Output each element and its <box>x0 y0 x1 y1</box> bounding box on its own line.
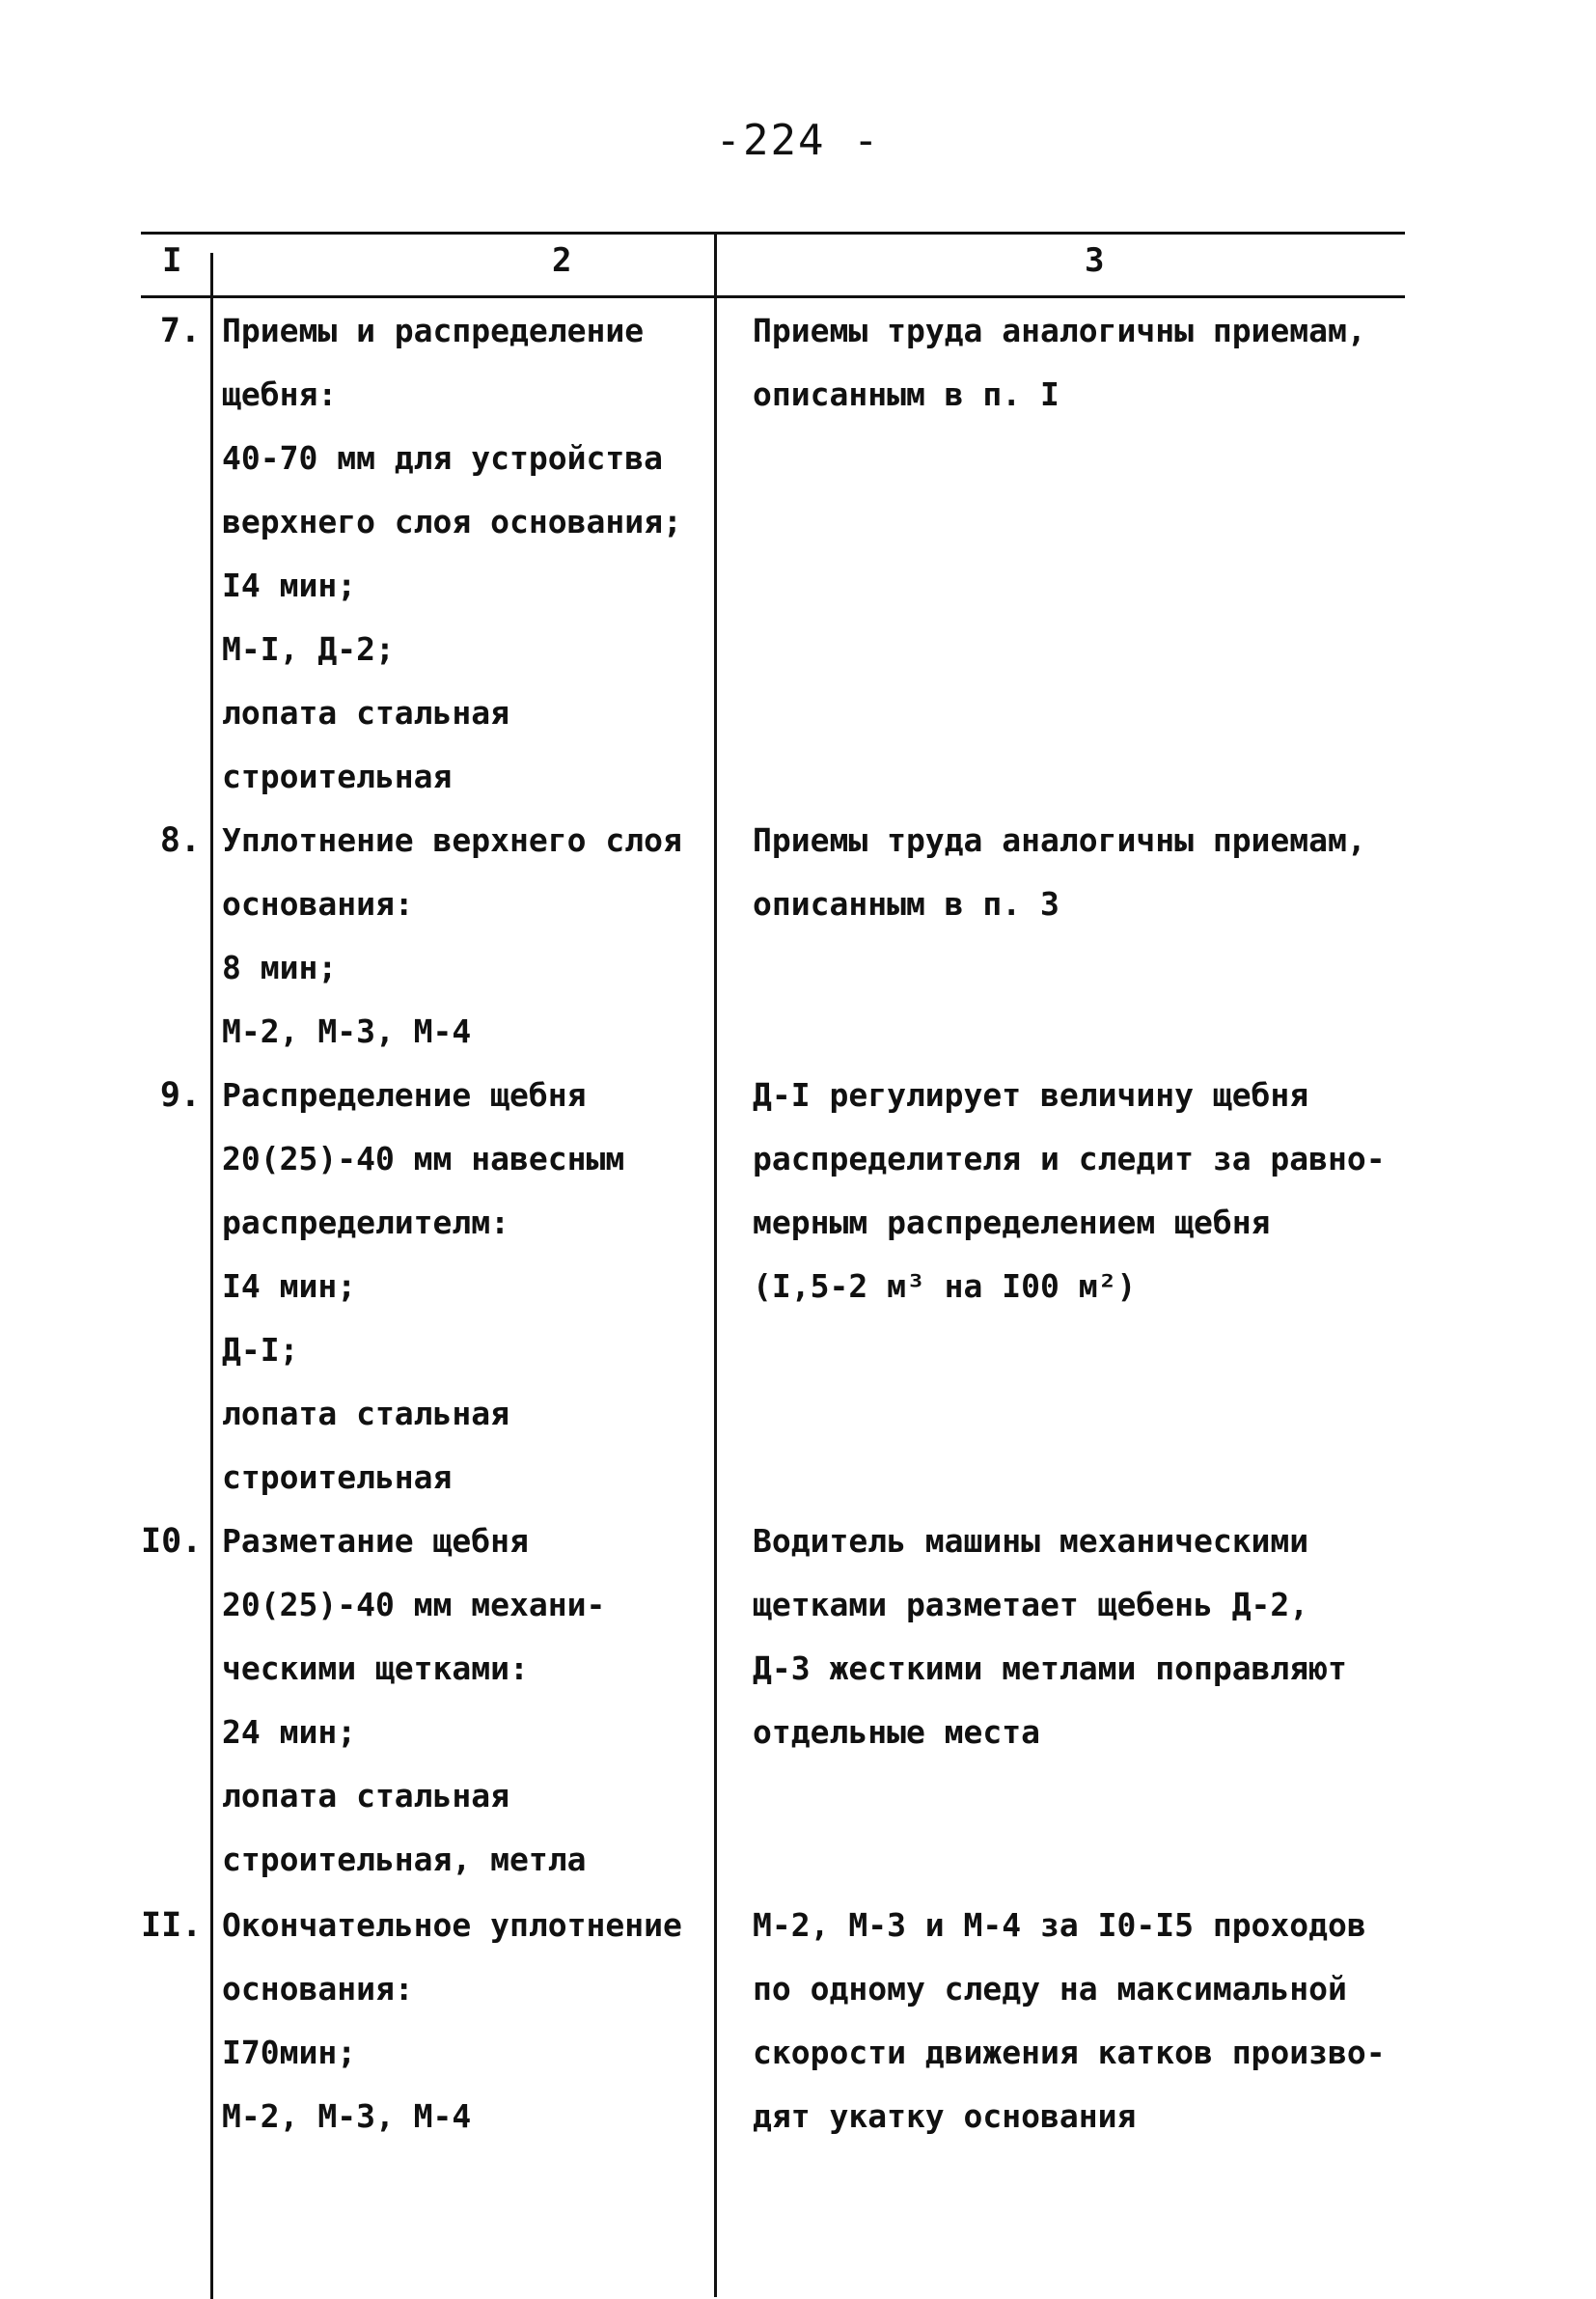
table-top-rule <box>141 232 1405 235</box>
header-col2: 2 <box>552 241 572 280</box>
row-number: II. <box>141 1906 203 1945</box>
line: дят укатку основания <box>753 2097 1137 2135</box>
line: верхнего слоя основания; <box>222 503 682 540</box>
operation-cell <box>222 299 682 809</box>
header-col1: I <box>162 241 182 280</box>
row-number: 9. <box>159 1076 201 1115</box>
row-number: 8. <box>159 821 201 860</box>
description-cell <box>753 1064 1386 1318</box>
operation-cell <box>222 1064 624 1510</box>
row-number: 7. <box>159 312 201 350</box>
line: Д-I; <box>222 1331 299 1369</box>
line: Приемы и распределение <box>222 312 645 349</box>
line: 20(25)-40 мм навесным <box>222 1140 625 1177</box>
line: Разметание щебня <box>222 1522 529 1560</box>
line: основания: <box>222 1970 414 2008</box>
line: распределителя и следит за равно- <box>753 1140 1386 1177</box>
operation-cell <box>222 809 682 1064</box>
line: 40-70 мм для устройства <box>222 439 663 477</box>
line: лопата стальная <box>222 1395 510 1432</box>
line: Водитель машины механическими <box>753 1522 1309 1560</box>
description-cell <box>753 1510 1347 1764</box>
line: ческими щетками: <box>222 1649 529 1687</box>
line: по одному следу на максимальной <box>753 1970 1347 2008</box>
line: Приемы труда аналогичны приемам, <box>753 821 1366 859</box>
line: распределителм: <box>222 1204 510 1241</box>
line: мерным распределением щебня <box>753 1204 1271 1241</box>
row-number: I0. <box>141 1522 203 1561</box>
description-cell <box>753 809 1366 936</box>
line: основания: <box>222 885 414 923</box>
table-header-rule <box>141 295 1405 298</box>
line: Д-I регулирует величину щебня <box>753 1076 1309 1114</box>
line: Д-3 жесткими метлами поправляют <box>753 1649 1347 1687</box>
description-cell <box>753 299 1366 427</box>
line: лопата стальная <box>222 694 510 732</box>
line: (I,5-2 м³ на I00 м²) <box>753 1267 1137 1305</box>
line: Распределение щебня <box>222 1076 587 1114</box>
line: Окончательное уплотнение <box>222 1906 682 1944</box>
line: лопата стальная <box>222 1777 510 1814</box>
line: отдельные места <box>753 1713 1041 1751</box>
line: Уплотнение верхнего слоя <box>222 821 682 859</box>
line: описанным в п. 3 <box>753 885 1059 923</box>
column-divider-2 <box>714 232 717 2297</box>
line: скорости движения катков произво- <box>753 2034 1386 2071</box>
operation-cell <box>222 1510 605 1892</box>
line: строительная <box>222 1458 453 1496</box>
line: 20(25)-40 мм механи- <box>222 1586 606 1623</box>
line: М-2, М-3, М-4 <box>222 1012 472 1050</box>
header-col3: 3 <box>1085 241 1105 280</box>
line: описанным в п. I <box>753 375 1059 413</box>
line: I70мин; <box>222 2034 357 2071</box>
line: строительная, метла <box>222 1841 587 1878</box>
line: 24 мин; <box>222 1713 357 1751</box>
line: Приемы труда аналогичны приемам, <box>753 312 1366 349</box>
line: строительная <box>222 758 453 795</box>
line: М-I, Д-2; <box>222 630 395 668</box>
line: М-2, М-3 и М-4 за I0-I5 проходов <box>753 1906 1366 1944</box>
line: I4 мин; <box>222 567 357 604</box>
line: щебня: <box>222 375 338 413</box>
line: щетками разметает щебень Д-2, <box>753 1586 1309 1623</box>
line: 8 мин; <box>222 949 338 986</box>
line: М-2, М-3, М-4 <box>222 2097 472 2135</box>
description-cell <box>753 1894 1386 2148</box>
line: I4 мин; <box>222 1267 357 1305</box>
page-number: -224 - <box>715 116 881 165</box>
operation-cell <box>222 1894 682 2148</box>
column-divider-1 <box>210 253 213 2299</box>
